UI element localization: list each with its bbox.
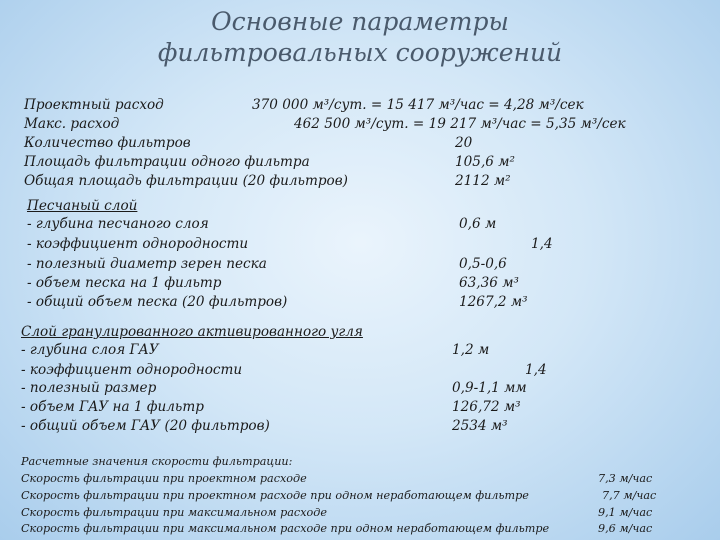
title-line-1: Основные параметры [211,7,509,36]
sand-heading: Песчаный слой [27,198,138,214]
param-label-design-flow: Проектный расход [24,97,164,113]
param-value-area-total: 2112 м² [455,173,511,189]
speed-label-max-one-off: Скорость фильтрации при максимальном расходе при одном неработающем фильтре [21,522,550,535]
speed-label-design-one-off: Скорость фильтрации при проектном расходе при одном неработающем фильтре [21,489,529,502]
param-label-filter-count: Количество фильтров [24,135,191,151]
speed-value-max: 9,1 м/час [598,506,653,519]
sand-label-diameter: - полезный диаметр зерен песка [27,256,267,272]
title-line-2: фильтровальных сооружений [157,38,563,67]
param-value-filter-count: 20 [455,135,473,151]
speeds-heading: Расчетные значения скорости фильтрации: [21,455,293,468]
carbon-label-uniformity: - коэффициент однородности [21,362,243,378]
param-label-area-one: Площадь фильтрации одного фильтра [24,154,310,170]
speed-value-max-one-off: 9,6 м/час [598,522,653,535]
param-value-design-flow: 370 000 м³/сут. = 15 417 м³/час = 4,28 м³/сек [252,97,584,113]
carbon-label-size: - полезный размер [21,380,157,396]
param-label-area-total: Общая площадь фильтрации (20 фильтров) [24,173,348,189]
param-value-area-one: 105,6 м² [455,154,515,170]
carbon-heading: Слой гранулированного активированного угля [21,324,363,340]
sand-label-volume-total: - общий объем песка (20 фильтров) [27,294,288,310]
carbon-label-volume-one: - объем ГАУ на 1 фильтр [21,399,204,415]
param-value-max-flow: 462 500 м³/сут. = 19 217 м³/час = 5,35 м³/сек [294,116,626,132]
sand-value-depth: 0,6 м [459,216,497,232]
carbon-label-depth: - глубина слоя ГАУ [21,342,159,358]
sand-value-volume-total: 1267,2 м³ [459,294,528,310]
carbon-value-uniformity: 1,4 [525,362,547,378]
carbon-value-size: 0,9-1,1 мм [452,380,527,396]
speed-label-max: Скорость фильтрации при максимальном расходе [21,506,327,519]
speed-value-design: 7,3 м/час [598,472,653,485]
carbon-value-volume-one: 126,72 м³ [452,399,521,415]
carbon-value-depth: 1,2 м [452,342,490,358]
sand-value-uniformity: 1,4 [531,236,553,252]
speed-value-design-one-off: 7,7 м/час [602,489,657,502]
sand-label-depth: - глубина песчаного слоя [27,216,209,232]
sand-label-volume-one: - объем песка на 1 фильтр [27,275,222,291]
sand-value-volume-one: 63,36 м³ [459,275,519,291]
sand-label-uniformity: - коэффициент однородности [27,236,249,252]
carbon-label-volume-total: - общий объем ГАУ (20 фильтров) [21,418,270,434]
carbon-value-volume-total: 2534 м³ [452,418,508,434]
speed-label-design: Скорость фильтрации при проектном расходе [21,472,307,485]
param-label-max-flow: Макс. расход [24,116,120,132]
sand-value-diameter: 0,5-0,6 [459,256,507,272]
